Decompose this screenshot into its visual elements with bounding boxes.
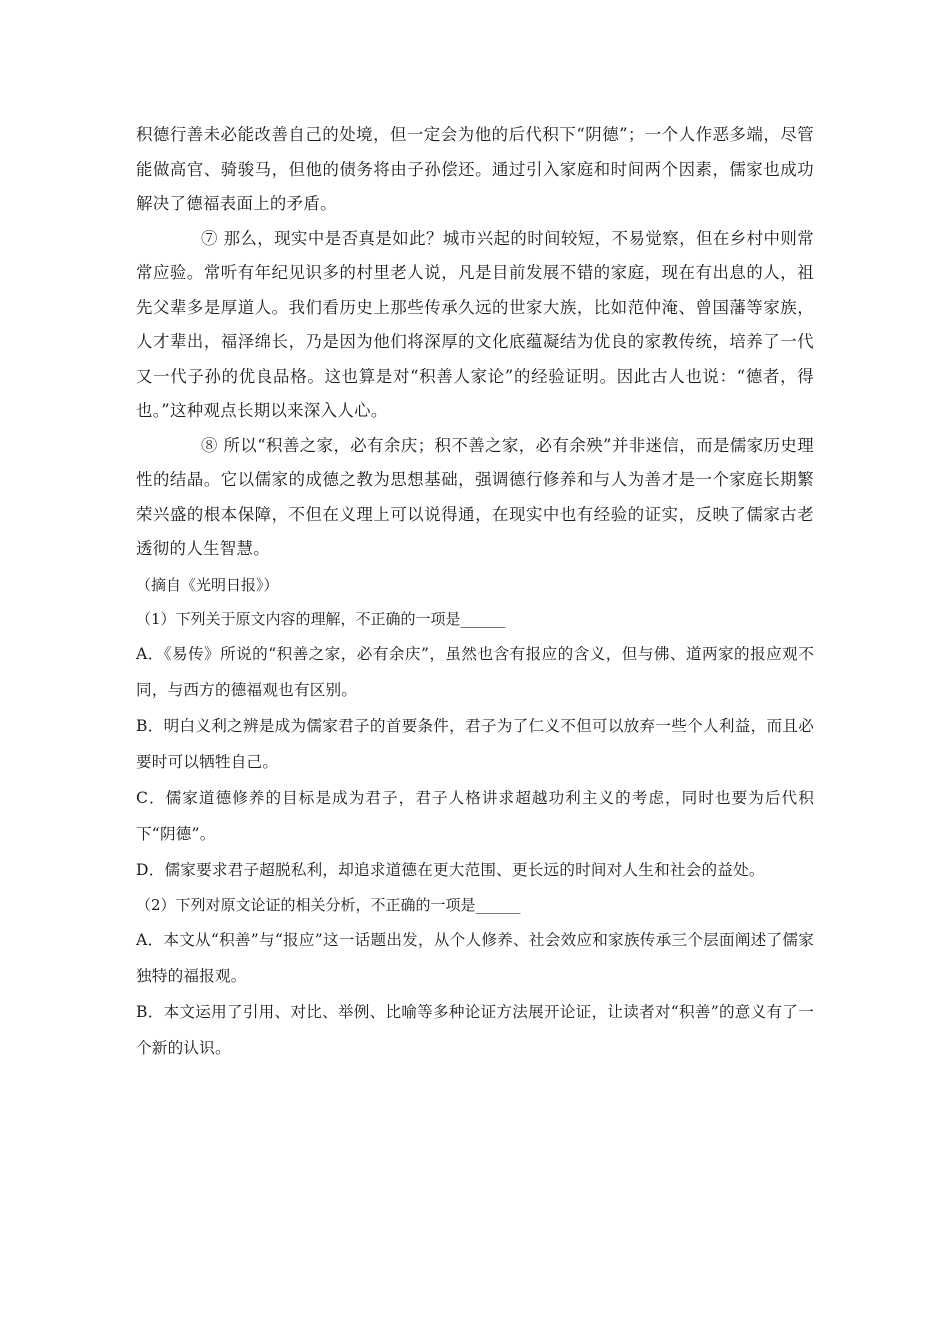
- source-citation: （摘自《光明日报》）: [136, 575, 279, 594]
- question-1: [136, 604, 814, 888]
- paragraph-continued: 积德行善未必能改善自己的处境，但一定会为他的后代积下“阴德”；一个人作恶多端，尽管能做高官、骑骏马，但他的债务将由子孙偿还。通过引入家庭和时间两个因素，儒家也成功解决了德福表面上的矛盾。: [136, 125, 814, 213]
- question-1-option-a: A．《易传》所说的“积善之家，必有余庆”，虽然也含有报应的含义，但与佛、道两家的报应观不同，与西方的德福观也有区别。: [136, 644, 814, 699]
- paragraph-7: ⑦ 那么，现实中是否真是如此？城市兴起的时间较短，不易觉察，但在乡村中则常常应验。常听有年纪见识多的村里老人说，凡是目前发展不错的家庭，现在有出息的人，祖先父辈多是厚道人。我们看历史上那些传承久远的世家大族，比如范仲淹、曾国藩等家族，人才辈出，福泽绵长，乃是因为他们将深厚的文化底蕴凝结为优良的家教传统，培养了一代又一代子孙的优良品格。这也算是对“积善人家论”的经验证明。因此古人也说：“德者，得也。”这种观点长期以来深入人心。: [136, 228, 814, 420]
- paragraph-8: ⑧ 所以“积善之家，必有余庆；积不善之家，必有余殃”并非迷信，而是儒家历史理性的结晶。它以儒家的成德之教为思想基础，强调德行修养和与人为善才是一个家庭长期繁荣兴盛的根本保障，不但在义理上可以说得通，在现实中也有经验的证实，反映了儒家古老透彻的人生智慧。: [136, 435, 814, 558]
- document-page: [136, 118, 814, 1066]
- question-2-option-a: A．本文从“积善”与“报应”这一话题出发，从个人修养、社会效应和家族传承三个层面阐述了儒家独特的福报观。: [136, 930, 814, 985]
- question-1-option-d: D．儒家要求君子超脱私利，却追求道德在更大范围、更长远的时间对人生和社会的益处。: [136, 860, 765, 879]
- question-1-stem: （1）下列关于原文内容的理解，不正确的一项是______: [136, 609, 506, 628]
- question-1-option-b: B．明白义利之辨是成为儒家君子的首要条件，君子为了仁义不但可以放弃一些个人利益，而且必要时可以牺牲自己。: [136, 716, 814, 771]
- question-2-option-b: B．本文运用了引用、对比、举例、比喻等多种论证方法展开论证，让读者对“积善”的意义有了一个新的认识。: [136, 1002, 814, 1057]
- question-2-stem: （2）下列对原文论证的相关分析，不正确的一项是______: [136, 895, 521, 914]
- question-1-option-c: C．儒家道德修养的目标是成为君子，君子人格讲求超越功利主义的考虑，同时也要为后代积下“阴德”。: [136, 788, 814, 843]
- question-2: [136, 890, 814, 1066]
